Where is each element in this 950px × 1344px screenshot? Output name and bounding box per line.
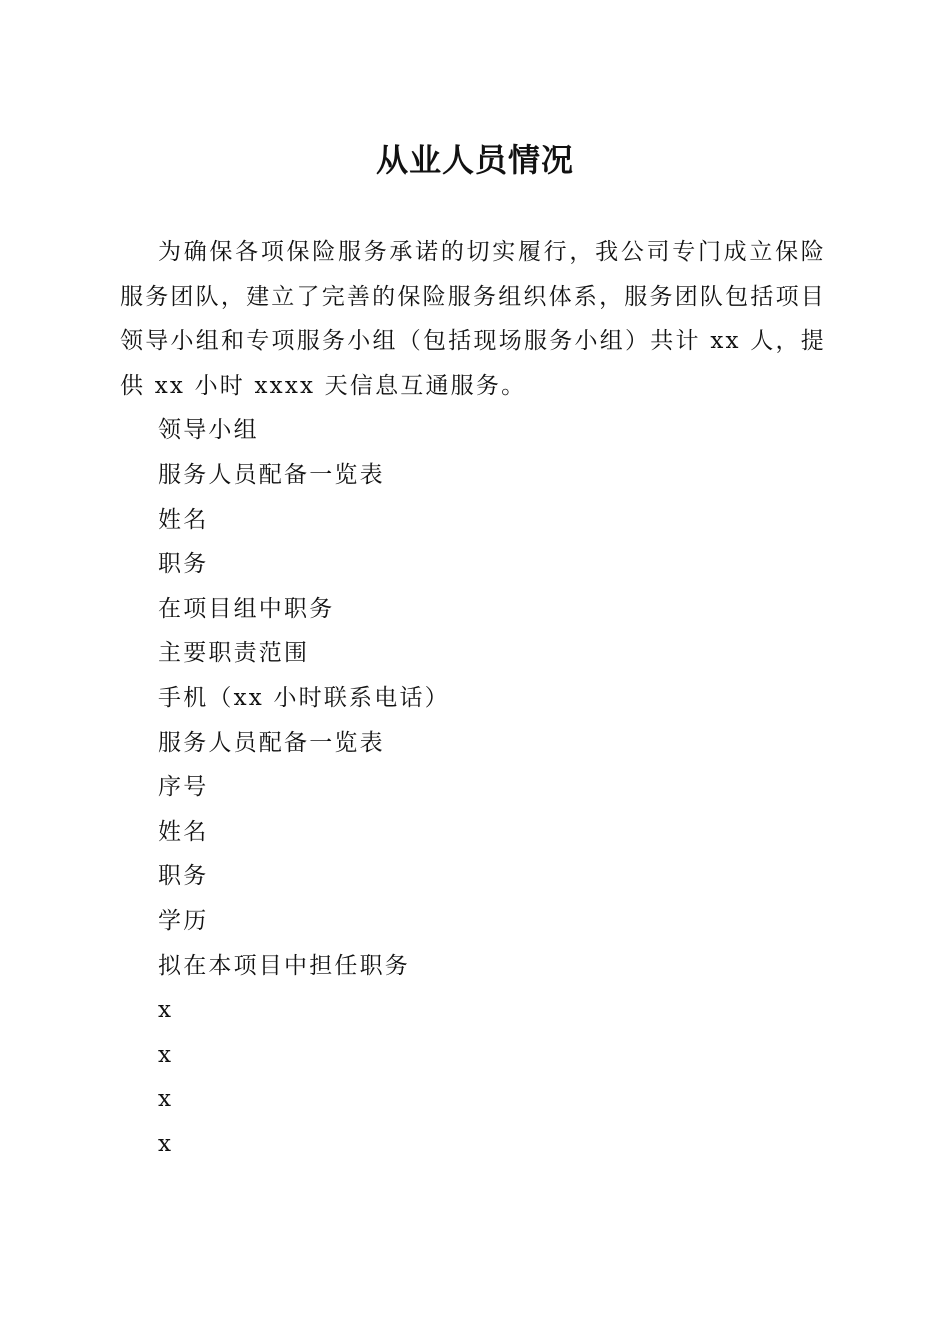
intro-paragraph: 为确保各项保险服务承诺的切实履行，我公司专门成立保险服务团队，建立了完善的保险服务组织体系，服务团队包括项目领导小组和专项服务小组（包括现场服务小组）共计 xx 人，提供 xx 小时 xxxx 天信息互通服务。 — [120, 239, 826, 399]
text-line-placeholder: x — [158, 1041, 174, 1068]
page-title: 从业人员情况 — [375, 141, 574, 179]
text-line-project-role: 在项目组中职务 — [158, 595, 335, 622]
text-line-placeholder: x — [158, 1130, 174, 1157]
text-line-placeholder: x — [158, 1086, 174, 1113]
text-line-name-2: 姓名 — [158, 818, 209, 845]
text-line-phone: 手机（xx 小时联系电话） — [158, 684, 450, 711]
text-line-responsibilities: 主要职责范围 — [158, 640, 310, 667]
text-line-position-2: 职务 — [158, 863, 209, 890]
text-line-education: 学历 — [158, 907, 209, 934]
text-line-serial-number: 序号 — [158, 774, 209, 801]
text-line-proposed-role: 拟在本项目中担任职务 — [158, 952, 410, 979]
text-line-position: 职务 — [158, 551, 209, 578]
text-line-placeholder: x — [158, 997, 174, 1024]
text-line-name: 姓名 — [158, 506, 209, 533]
text-line-staff-table-title: 服务人员配备一览表 — [158, 461, 385, 488]
document-body — [120, 230, 826, 1166]
text-line-leader-group: 领导小组 — [158, 417, 259, 444]
text-line-staff-table-title-2: 服务人员配备一览表 — [158, 729, 385, 756]
